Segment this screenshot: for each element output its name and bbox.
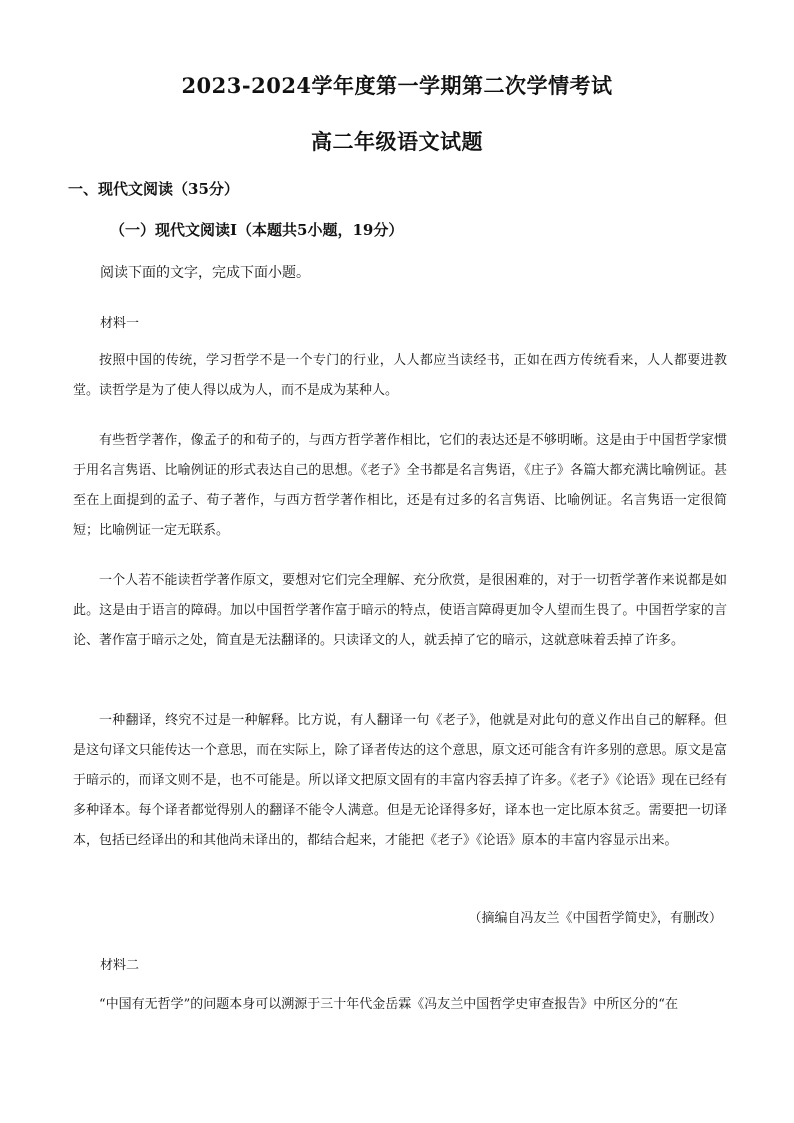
reading-instruction: 阅读下面的文字，完成下面小题。: [100, 265, 310, 281]
exam-subtitle: 高二年级语文试题: [311, 129, 483, 154]
material-1-paragraph: 按照中国的传统，学习哲学不是一个专门的行业，人人都应当读经书，正如在西方传统看来，人人都要进教堂。读哲学是为了使人得以成为人，而不是成为某种人。: [73, 353, 727, 398]
exam-title: 2023-2024学年度第一学期第二次学情考试: [181, 73, 613, 98]
section-heading: 一、现代文阅读（35分）: [68, 180, 239, 198]
material-1-paragraph: 一个人若不能读哲学著作原文，要想对它们完全理解、充分欣赏，是很困难的，对于一切哲学著作来说都是如此。这是由于语言的障碍。加以中国哲学著作富于暗示的特点，使语言障碍更加令人望而生畏了。中国哲学家的言论、著作富于暗示之处，简直是无法翻译的。只读译文的人，就丢掉了它的暗示，这就意味着丢掉了许多。: [73, 573, 727, 648]
material-1-paragraph: 有些哲学著作，像孟子的和荀子的，与西方哲学著作相比，它们的表达还是不够明晰。这是由于中国哲学家惯于用名言隽语、比喻例证的形式表达自己的思想。《老子》全书都是名言隽语，《庄子》各篇大都充满比喻例证。甚至在上面提到的孟子、荀子著作，与西方哲学著作相比，还是有过多的名言隽语、比喻例证。名言隽语一定很简短；比喻例证一定无联系。: [73, 433, 727, 538]
material-1-label: 材料一: [100, 316, 140, 331]
sub-section-heading: （一）现代文阅读Ⅰ（本题共5小题，19分）: [110, 221, 404, 239]
material-1-paragraph: 一种翻译，终究不过是一种解释。比方说，有人翻译一句《老子》，他就是对此句的意义作出自己的解释。但是这句译文只能传达一个意思，而在实际上，除了译者传达的这个意思，原文还可能含有许多别的意思。原文是富于暗示的，而译文则不是，也不可能是。所以译文把原文固有的丰富内容丢掉了许多。《老子》《论语》现在已经有多种译本。每个译者都觉得别人的翻译不能令人满意。但是无论译得多好，译本也一定比原本贫乏。需要把一切译本，包括已经译出的和其他尚未译出的，都结合起来，才能把《老子》《论语》原本的丰富内容显示出来。: [73, 713, 727, 848]
material-2-paragraph: “中国有无哲学”的问题本身可以溯源于三十年代金岳霖《冯友兰中国哲学史审查报告》中所区分的“在: [99, 997, 678, 1012]
material-2-label: 材料二: [100, 958, 140, 973]
source-citation: （摘编自冯友兰《中国哲学简史》，有删改）: [468, 911, 722, 926]
